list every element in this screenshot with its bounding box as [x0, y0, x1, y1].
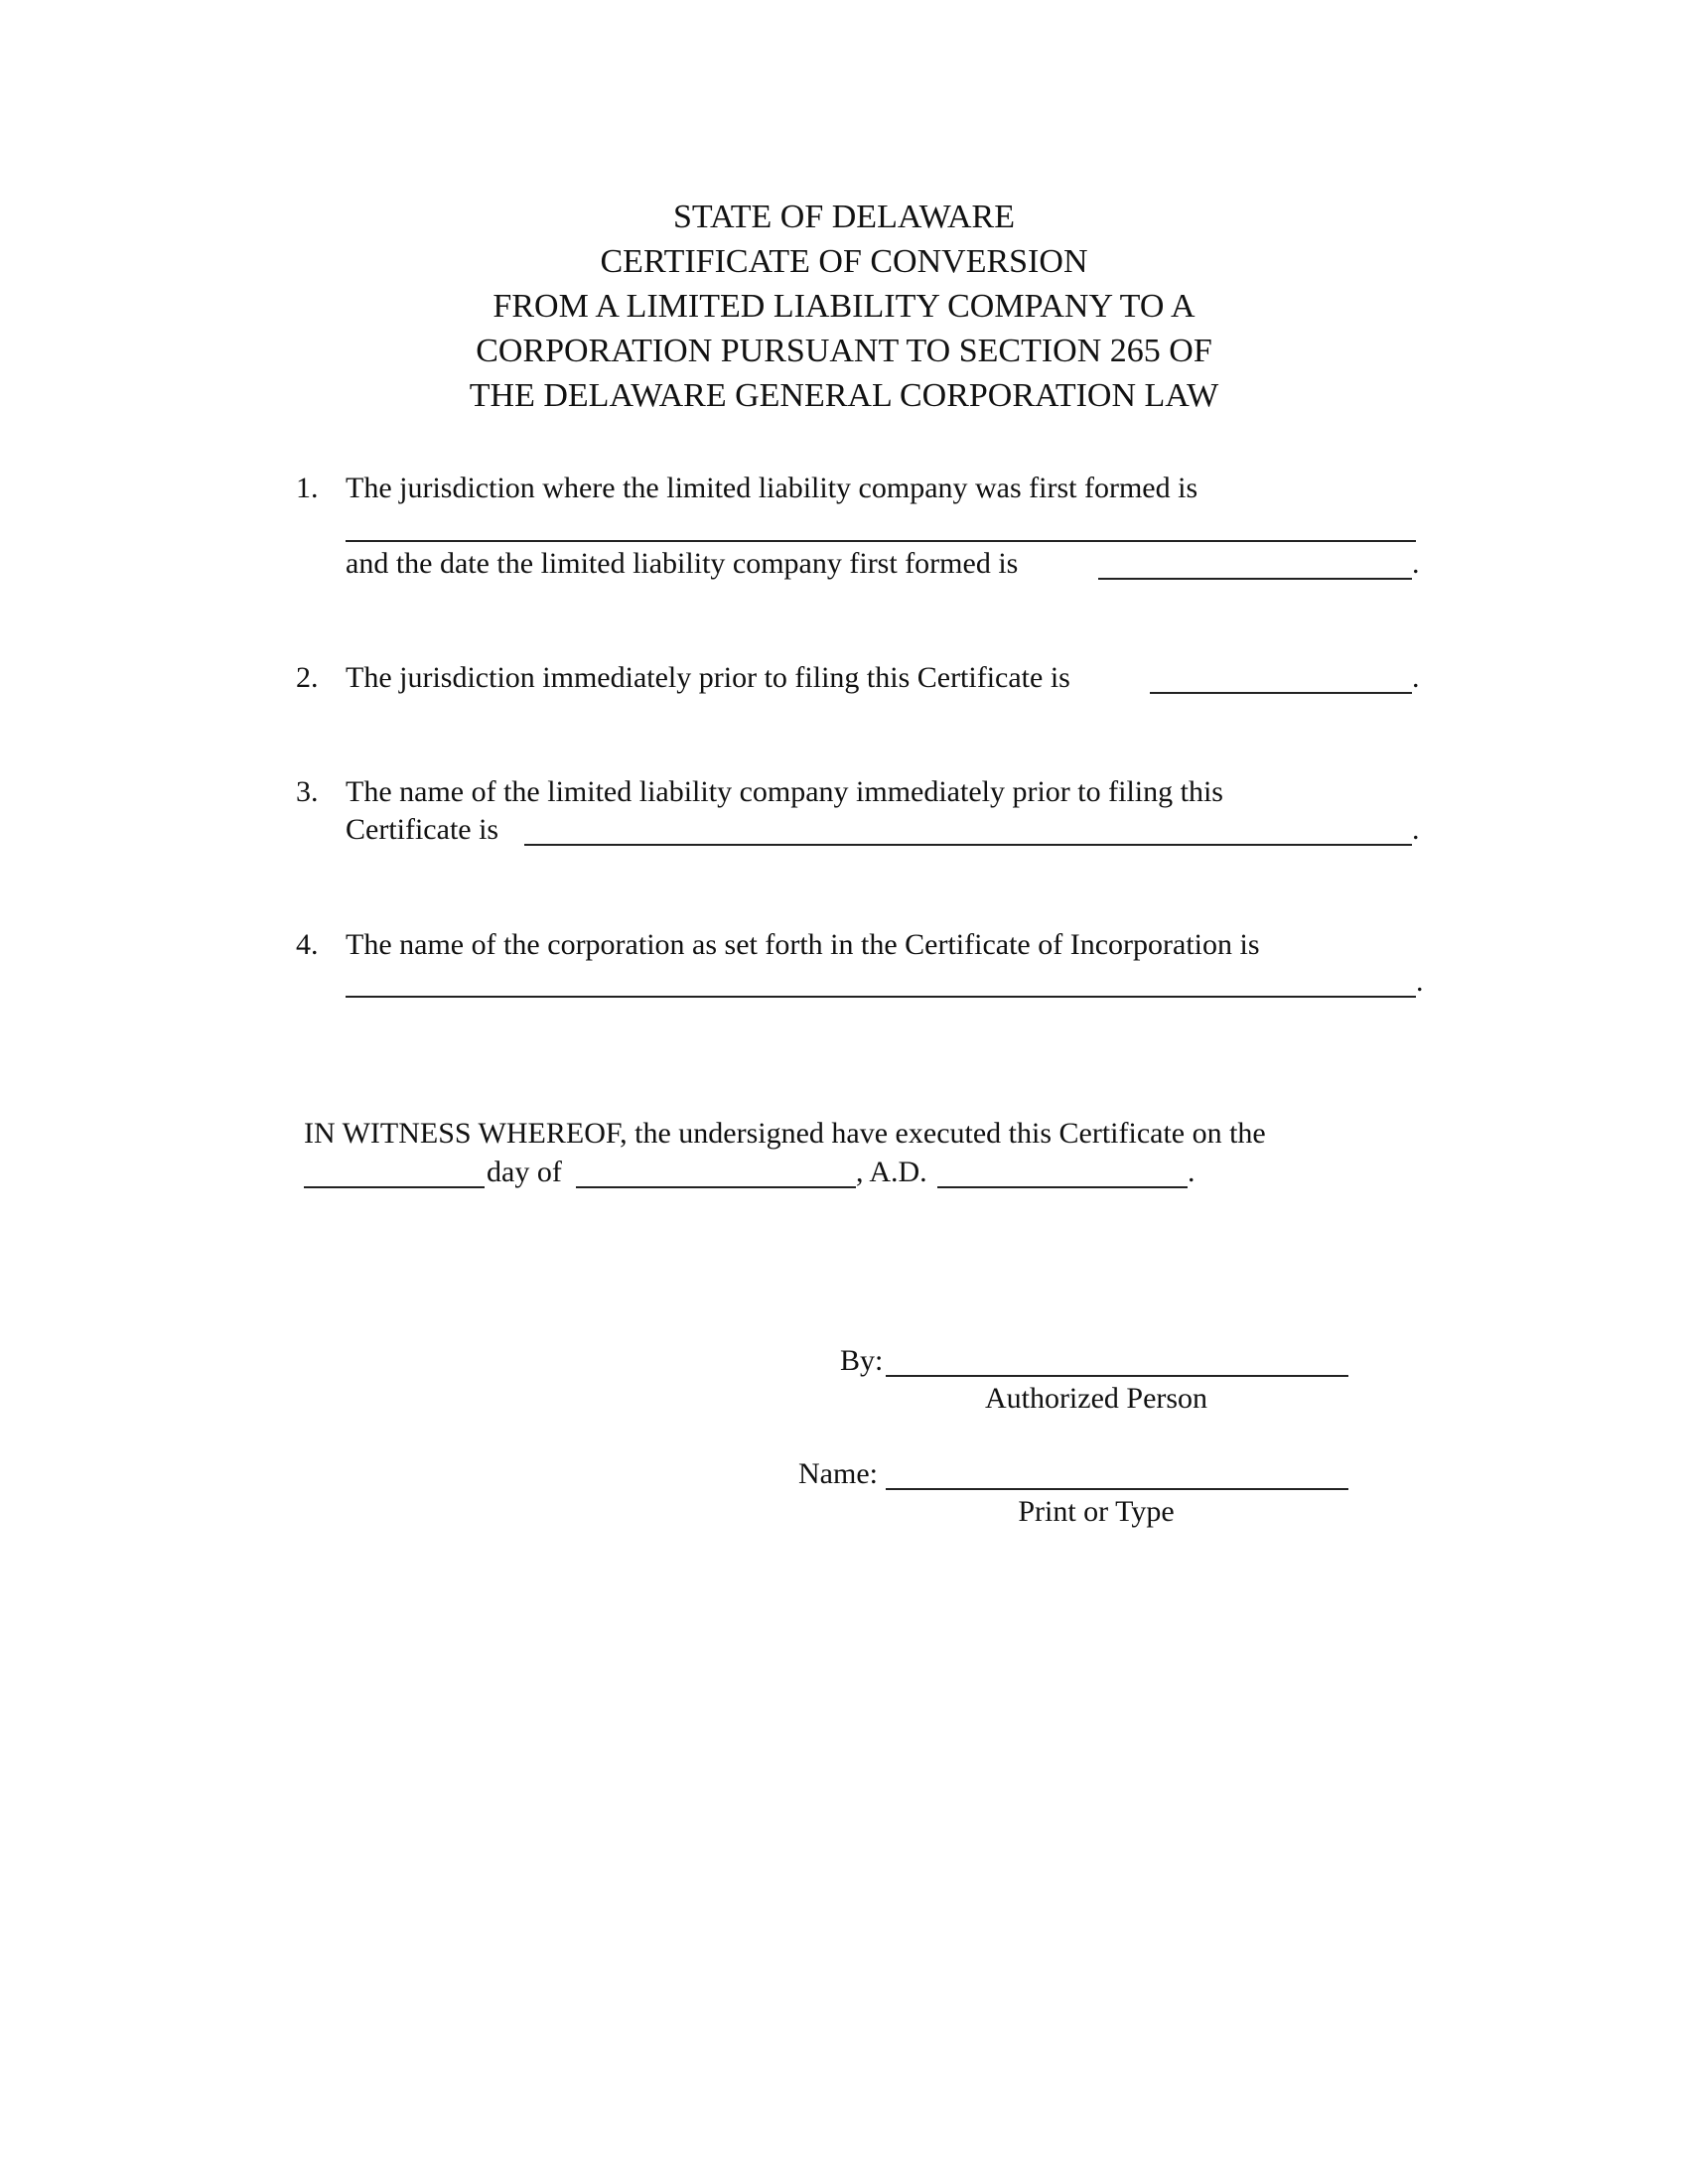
item-number: 2. — [296, 661, 319, 694]
item-text: The name of the limited liability company immediately prior to filing this — [346, 775, 1223, 808]
by-label: By: — [840, 1344, 884, 1377]
item-text: The name of the corporation as set forth in the Certificate of Incorporation is — [346, 928, 1260, 961]
certificate-is-label: Certificate is — [346, 813, 499, 846]
prior-jurisdiction-field[interactable] — [1150, 692, 1412, 694]
witness-month-field[interactable] — [576, 1186, 856, 1188]
item-number: 4. — [296, 928, 319, 961]
item-2 — [296, 659, 1428, 709]
item-number: 1. — [296, 472, 319, 504]
item-4 — [296, 926, 1428, 976]
first-formed-date-label: and the date the limited liability company first formed is — [346, 547, 1019, 580]
period: . — [1188, 1156, 1196, 1188]
title-line-2: CERTIFICATE OF CONVERSION — [600, 243, 1088, 280]
period: . — [1412, 813, 1420, 846]
period: . — [1412, 547, 1420, 580]
witness-day-field[interactable] — [304, 1186, 485, 1188]
name-label: Name: — [798, 1457, 878, 1490]
period: . — [1416, 965, 1424, 998]
printed-name-field[interactable] — [886, 1488, 1348, 1490]
witness-year-field[interactable] — [937, 1186, 1188, 1188]
signature-field[interactable] — [886, 1375, 1348, 1377]
ad-label: , A.D. — [856, 1156, 927, 1188]
print-or-type-caption: Print or Type — [1018, 1495, 1175, 1528]
title-line-4: CORPORATION PURSUANT TO SECTION 265 OF — [476, 333, 1212, 369]
corporation-name-field[interactable] — [346, 996, 1416, 998]
period: . — [1412, 661, 1420, 694]
first-formed-date-field[interactable] — [1098, 578, 1412, 580]
day-of-label: day of — [487, 1156, 562, 1188]
item-text: The jurisdiction immediately prior to filing this Certificate is — [346, 661, 1070, 694]
item-text: The jurisdiction where the limited liability company was first formed is — [346, 472, 1198, 504]
title-line-5: THE DELAWARE GENERAL CORPORATION LAW — [469, 377, 1219, 414]
witness-clause: IN WITNESS WHEREOF, the undersigned have executed this Certificate on the — [304, 1117, 1266, 1150]
document-title — [0, 195, 1688, 418]
authorized-person-caption: Authorized Person — [984, 1382, 1208, 1415]
title-line-3: FROM A LIMITED LIABILITY COMPANY TO A — [492, 288, 1196, 325]
item-number: 3. — [296, 775, 319, 808]
first-formed-jurisdiction-field[interactable] — [346, 540, 1416, 542]
llc-name-field[interactable] — [524, 844, 1412, 846]
title-line-1: STATE OF DELAWARE — [673, 199, 1015, 235]
